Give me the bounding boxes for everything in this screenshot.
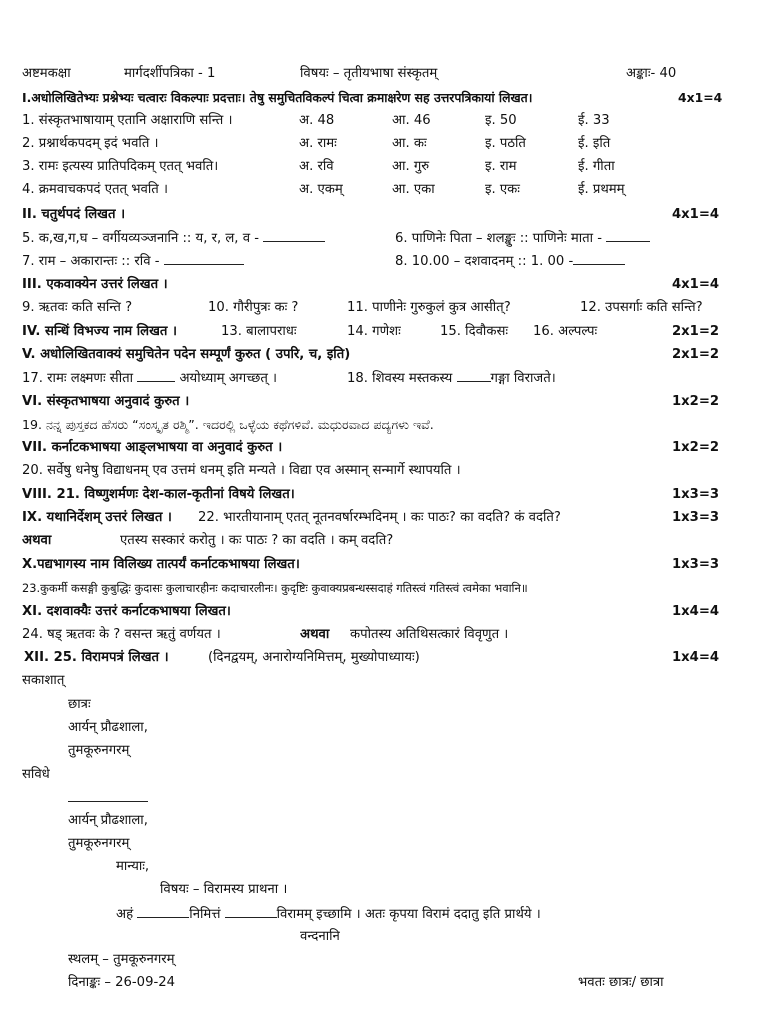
answer-blank[interactable] — [263, 227, 325, 242]
section-3-marks: 4x1=4 — [672, 277, 720, 292]
option-d: ई. इति — [578, 136, 611, 151]
option-b: आ. 46 — [392, 113, 431, 128]
question-text: 3. रामः इत्यस्य प्रातिपदिकम् एतत् भवति। — [22, 159, 219, 174]
section-5-title-row — [0, 344, 768, 366]
letter-to-row — [0, 764, 768, 786]
section-11-title-row — [0, 601, 768, 623]
question-7 — [22, 250, 244, 273]
question-5 — [22, 227, 325, 250]
letter-city-row — [0, 833, 768, 855]
question-16: 16. अल्पल्पः — [533, 324, 598, 339]
question-18-start: 18. शिवस्य मस्तकस्य — [347, 371, 453, 386]
letter-regards: वन्दनानि — [300, 929, 340, 944]
letter-salutation: मान्याः, — [116, 859, 150, 874]
section-6-title-row — [0, 391, 768, 413]
header-row — [0, 63, 768, 85]
recipient-blank[interactable] — [68, 787, 148, 802]
question-text: 2. प्रश्नार्थकपदम् इदं भवति । — [22, 136, 159, 151]
section-12-row — [0, 647, 768, 669]
question-24-alternative: कपोतस्य अतिथिसत्कारं विवृणुत । — [350, 627, 509, 642]
subject-label: विषयः – तृतीयभाषा संस्कृतम् — [300, 66, 438, 81]
section-5-title: V. अधोलिखितवाक्यं समुचितेन पदेन सम्पूर्णं कुरुत ( उपरि, च, इति) — [22, 347, 351, 362]
section-10-title-row — [0, 554, 768, 576]
question-12: 12. उपसर्गाः कति सन्ति? — [580, 300, 703, 315]
or-label: अथवा — [22, 533, 52, 548]
letter-subject-row — [0, 879, 768, 901]
option-b: आ. कः — [392, 136, 427, 151]
section-9-alt-row — [0, 530, 768, 552]
letter-date: दिनाङ्कः – 26-09-24 — [68, 975, 176, 990]
section-8-title-row — [0, 484, 768, 506]
reason-blank[interactable] — [225, 903, 277, 918]
question-20: 20. सर्वेषु धनेषु विद्याधनम् एव उत्तमं धनम् इति मन्यते । विद्या एव अस्मान् सन्मार्गे स्थापयति । — [22, 463, 461, 478]
question-row — [0, 227, 768, 249]
answer-blank[interactable] — [606, 227, 650, 242]
section-5-marks: 2x1=2 — [672, 347, 720, 362]
section-2-title-row — [0, 204, 768, 226]
section-9-row — [0, 507, 768, 529]
question-17 — [22, 367, 277, 390]
option-c: इ. 50 — [485, 113, 517, 128]
question-row — [0, 414, 768, 436]
letter-school: आर्यन् प्रौढशाला, — [68, 720, 148, 735]
question-row — [0, 133, 768, 155]
option-a: अ. रवि — [299, 159, 334, 174]
question-9: 9. ऋतवः कति सन्ति ? — [22, 300, 133, 315]
section-6-marks: 1x2=2 — [672, 394, 720, 409]
answer-blank[interactable] — [164, 250, 244, 265]
section-3-title: III. एकवाक्येन उत्तरं लिखत । — [22, 277, 168, 292]
letter-school: आर्यन् प्रौढशाला, — [68, 813, 148, 828]
question-18-end: गङ्गा विराजते। — [490, 371, 556, 386]
letter-regards-row — [0, 926, 768, 948]
section-1-title: I.अधोलिखितेभ्यः प्रश्नेभ्यः चत्वारः विकल्पाः प्रदत्ताः। तेषु समुचितविकल्पं चित्वा क्रमाक्षरेण सह उत्तरपत्रिकायां लिखत। — [22, 90, 533, 105]
option-d: ई. प्रथमम् — [578, 182, 625, 197]
letter-from-row — [0, 670, 768, 692]
section-11-title: XI. दशवाक्यैः उत्तरं कर्नाटकभाषया लिखत। — [22, 604, 231, 619]
paper-label: मार्गदर्शीपत्रिका - 1 — [124, 66, 216, 81]
question-7-text: 7. राम – अकारान्तः :: रवि - — [22, 254, 160, 269]
section-9-marks: 1x3=3 — [672, 510, 720, 525]
question-13: 13. बालापराधः — [221, 324, 297, 339]
letter-body-start: अहं — [116, 907, 134, 922]
section-4-title: IV. सन्धिं विभज्य नाम लिखत । — [22, 324, 177, 339]
section-4-marks: 2x1=2 — [672, 324, 720, 339]
question-row — [0, 367, 768, 389]
letter-body-end: विरामम् इच्छामि । अतः कृपया विरामं ददातु इति प्रार्थये । — [276, 907, 541, 922]
question-row — [0, 110, 768, 132]
letter-signature: भवतः छात्रः/ छात्रा — [578, 975, 664, 990]
question-row — [0, 624, 768, 646]
answer-blank[interactable] — [457, 367, 491, 382]
question-5-text: 5. क,ख,ग,घ – वर्गीयव्यञ्जनानि :: य, र, ल, व - — [22, 231, 259, 246]
option-b: आ. गुरु — [392, 159, 430, 174]
question-14: 14. गणेशः — [347, 324, 401, 339]
section-1-marks: 4x1=4 — [678, 90, 723, 105]
question-18 — [347, 367, 556, 390]
question-24: 24. षड् ऋतवः के ? वसन्त ऋतुं वर्णयत । — [22, 627, 221, 642]
letter-school-row — [0, 717, 768, 739]
question-row — [0, 297, 768, 319]
section-7-title-row — [0, 437, 768, 459]
section-9-title: IX. यथानिर्देशम् उत्तरं लिखत । — [22, 510, 172, 525]
option-c: इ. राम — [485, 159, 517, 174]
letter-place-row — [0, 949, 768, 971]
question-19: 19. ನನ್ನ ಪುಸ್ತಕದ ಹೆಸರು “ಸಂಸ್ಕೃತ ರಶ್ಮಿ”. ಇದರಲ್ಲಿ ಒಳ್ಳೆಯ ಕಥೆಗಳಿವೆ. ಮಧುರವಾದ ಪದ್ಯಗಳು ಇವೆ. — [22, 417, 434, 432]
section-7-marks: 1x2=2 — [672, 440, 720, 455]
answer-blank[interactable] — [573, 250, 625, 265]
letter-to: सविधे — [22, 767, 50, 782]
question-11: 11. पाणीनेः गुरुकुलं कुत्र आसीत्? — [347, 300, 511, 315]
letter-city: तुमकूरुनगरम् — [68, 836, 130, 851]
option-c: इ. पठति — [485, 136, 526, 151]
class-label: अष्टमकक्षा — [22, 66, 71, 81]
letter-sender-row — [0, 694, 768, 716]
section-3-title-row — [0, 274, 768, 296]
section-10-title: X.पद्यभागस्य नाम विलिख्य तात्पर्यं कर्नाटकभाषया लिखत। — [22, 557, 300, 572]
section-8-marks: 1x3=3 — [672, 487, 720, 502]
question-6-text: 6. पाणिनेः पिता – शलङ्खुः :: पाणिनेः माता - — [395, 231, 603, 246]
question-17-end: अयोध्याम् अगच्छत् । — [179, 371, 278, 386]
question-17-start: 17. रामः लक्ष्मणः सीता — [22, 371, 134, 386]
option-a: अ. रामः — [299, 136, 337, 151]
question-10: 10. गौरीपुत्रः कः ? — [208, 300, 299, 315]
question-row — [0, 460, 768, 482]
section-11-marks: 1x4=4 — [672, 604, 720, 619]
section-4-row — [0, 321, 768, 343]
question-row — [0, 250, 768, 272]
letter-salutation-row — [0, 856, 768, 878]
question-22: 22. भारतीयानाम् एतत् नूतनवर्षारम्भदिनम् । कः पाठः? का वदति? कं वदति? — [198, 510, 561, 525]
section-6-title: VI. संस्कृतभाषया अनुवादं कुरुत । — [22, 394, 190, 409]
letter-city-row — [0, 740, 768, 762]
question-15: 15. दिवौकसः — [440, 324, 509, 339]
answer-blank[interactable] — [137, 367, 175, 382]
option-d: ई. गीता — [578, 159, 615, 174]
option-b: आ. एका — [392, 182, 435, 197]
question-row — [0, 577, 768, 599]
question-8 — [395, 250, 625, 273]
days-blank[interactable] — [137, 903, 189, 918]
question-row — [0, 179, 768, 201]
letter-recipient-row — [0, 787, 768, 809]
question-23: 23.कुकर्मी कसङ्गी कुबुद्धिः कुदासः कुलाचारहीनः कदाचारलीनः। कुदृष्टिः कुवाक्यप्रबन्धस्सदाहं गतिस्त्वं गतिस्त्वं त्वमेका भवानि॥ — [22, 581, 528, 595]
letter-body — [116, 903, 541, 926]
section-8-title: VIII. 21. विष्णुशर्मणः देश-काल-कृतीनां विषये लिखत। — [22, 487, 295, 502]
section-2-marks: 4x1=4 — [672, 207, 720, 222]
question-row — [0, 156, 768, 178]
letter-sender: छात्रः — [68, 697, 91, 712]
letter-subject: विषयः – विरामस्य प्राथना । — [160, 882, 288, 897]
question-8-text: 8. 10.00 – दशवादनम् :: 1. 00 - — [395, 254, 574, 269]
letter-date-row — [0, 972, 768, 994]
or-label: अथवा — [300, 627, 330, 642]
option-a: अ. एकम् — [299, 182, 343, 197]
option-d: ई. 33 — [578, 113, 610, 128]
question-text: 4. क्रमवाचकपदं एतत् भवति । — [22, 182, 168, 197]
section-1-title-row — [0, 87, 768, 109]
letter-body-row — [0, 903, 768, 925]
letter-school-row — [0, 810, 768, 832]
question-6 — [395, 227, 650, 250]
section-2-title: II. चतुर्थपदं लिखत । — [22, 207, 126, 222]
letter-body-reason: निमित्तं — [189, 907, 221, 922]
section-10-marks: 1x3=3 — [672, 557, 720, 572]
section-12-marks: 1x4=4 — [672, 650, 720, 665]
section-12-hint: (दिनद्वयम्, अनारोग्यनिमित्तम्, मुख्योपाध्यायः) — [208, 650, 420, 665]
recipient-blank-wrap — [68, 787, 148, 810]
option-c: इ. एकः — [485, 182, 520, 197]
section-7-title: VII. कर्नाटकभाषया आङ्लभाषया वा अनुवादं कुरुत । — [22, 440, 283, 455]
option-a: अ. 48 — [299, 113, 335, 128]
letter-place: स्थलम् – तुमकूरुनगरम् — [68, 952, 175, 967]
question-text: 1. संस्कृतभाषायाम् एतानि अक्षाराणि सन्ति । — [22, 113, 233, 128]
marks-label: अङ्काः- 40 — [626, 66, 677, 81]
section-12-title: XII. 25. विरामपत्रं लिखत । — [24, 650, 169, 665]
letter-from: सकाशात् — [22, 673, 65, 688]
letter-city: तुमकूरुनगरम् — [68, 743, 130, 758]
question-22-alternative: एतस्य सस्कारं करोतु । कः पाठः ? का वदति । कम् वदति? — [120, 533, 394, 548]
